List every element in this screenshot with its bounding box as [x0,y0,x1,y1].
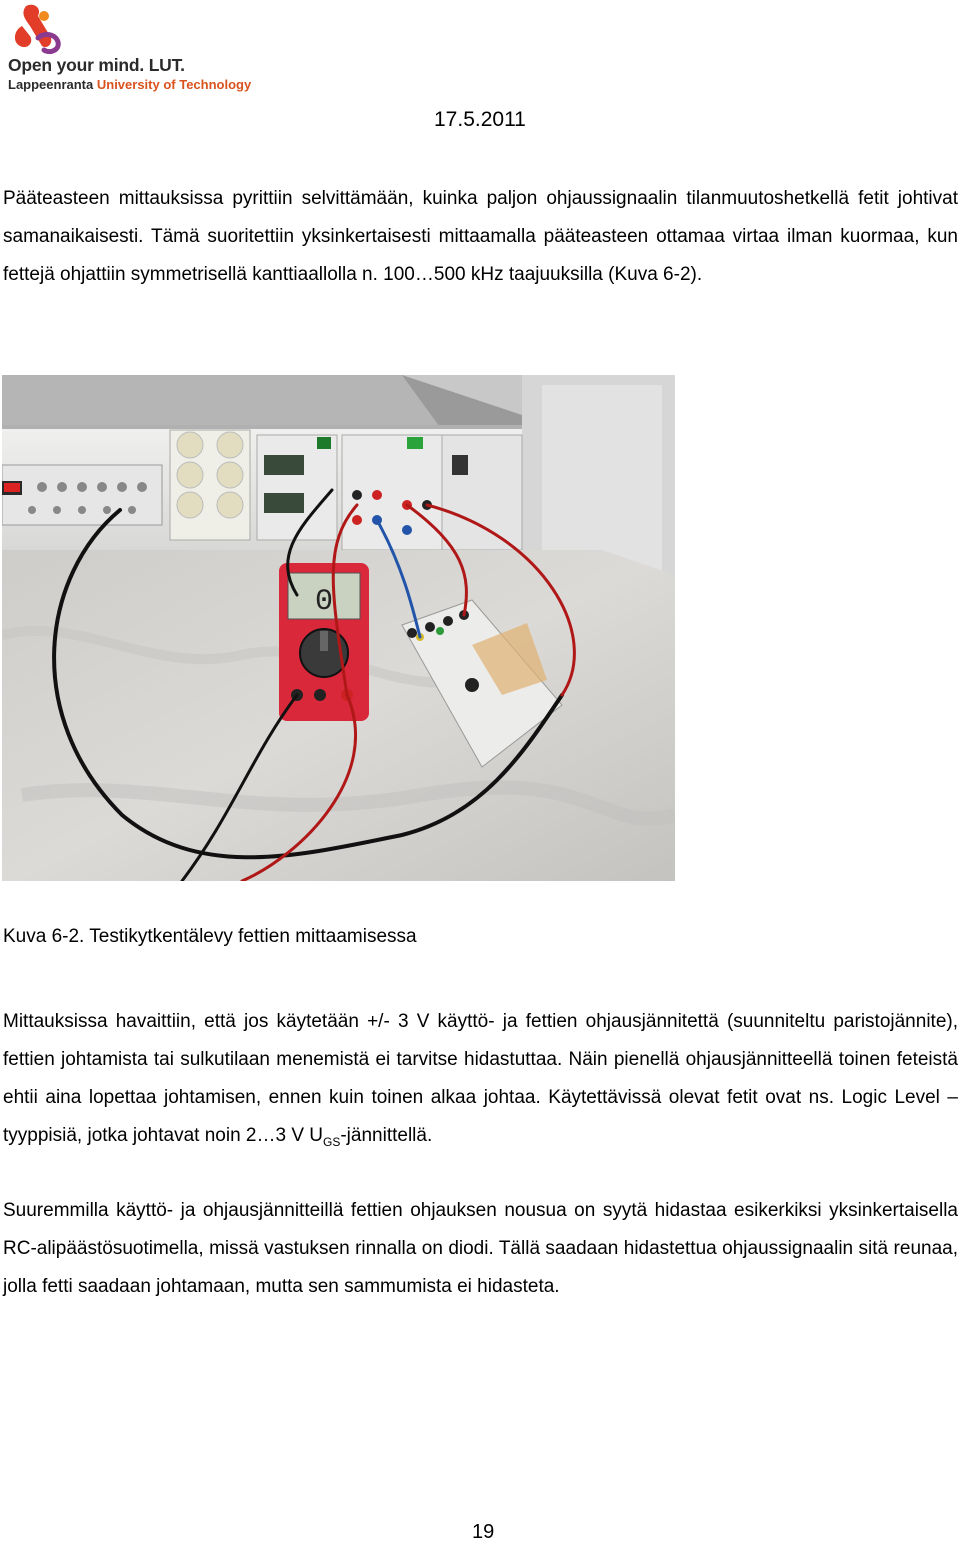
lut-logo-mark-icon [4,2,64,56]
paragraph-2-text: Mittauksissa havaittiin, että jos käytetään +/- 3 V käyttö- ja fettien ohjausjännitettä (suunniteltu paristojännite), fettien johtamista tai sulkutilaan menemistä ei tarvitse hidastuttaa. Näin pienellä ohjausjännitteellä toinen feteistä ehtii aina lopettaa johtamisen, ennen kuin toinen alkaa johtaa. Käytettävissä olevat fetit ovat ns. Logic Level –tyyppisiä, jotka johtavat noin 2…3 V U [3,1011,958,1146]
logo-tagline: Open your mind. LUT. [8,55,185,75]
paragraph-2-subscript: GS [323,1134,341,1149]
logo-university-prefix: Lappeenranta [8,77,97,92]
paragraph-2 [3,1003,958,1161]
paragraph-2-tail: -jännittellä. [340,1125,433,1146]
lut-logo [4,2,252,98]
paragraph-3: Suuremmilla käyttö- ja ohjausjännitteillä fettien ohjauksen nousua on syytä hidastaa esikerkiksi yksinkertaisella RC-alipäästösuotimella, missä vastuksen rinnalla on diodi. Tällä saadaan hidastettua ohjaussignaalin sitä reunaa, jolla fetti saadaan johtamaan, mutta sen sammumista ei hidasteta. [3,1200,958,1297]
logo-university [8,77,251,92]
document-date: 17.5.2011 [434,108,526,131]
figure-caption: Kuva 6-2. Testikytkentälevy fettien mittaamisessa [3,926,417,947]
lab-photo-illustration [2,375,675,881]
meter-display-reading: 0 [314,585,334,619]
paragraph-1: Pääteasteen mittauksissa pyrittiin selvittämään, kuinka paljon ohjaussignaalin tilanmuutoshetkellä fetit johtivat samanaikaisesti. Tämä suoritettiin yksinkertaisesti mittaamalla pääteasteen ottamaa virtaa ilman kuormaa, kun fettejä ohjattiin symmetrisellä kanttiaallolla n. 100…500 kHz taajuuksilla (Kuva 6-2). [3,188,958,285]
lab-photo [2,375,675,881]
page-number: 19 [472,1521,495,1543]
logo-university-name: University of Technology [96,77,252,92]
